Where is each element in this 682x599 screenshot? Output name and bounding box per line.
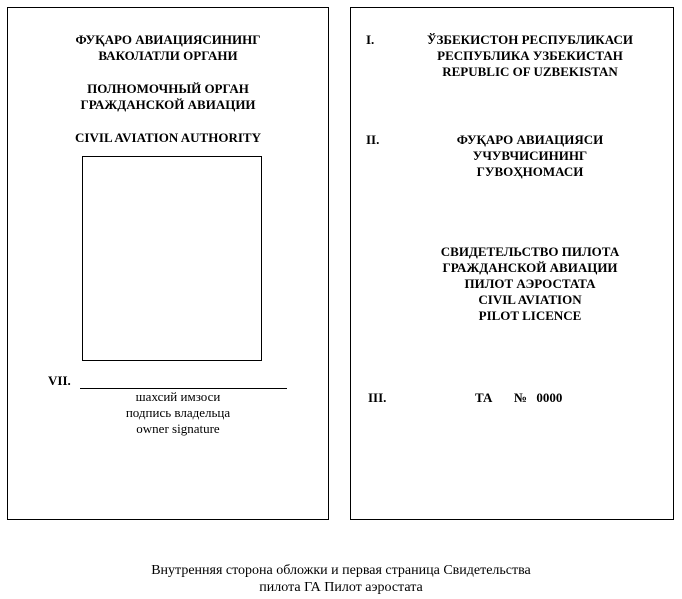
country-en: REPUBLIC OF UZBEKISTAN bbox=[442, 64, 618, 79]
certificate-title-en-line-1: CIVIL AVIATION bbox=[478, 292, 582, 307]
signature-caption-ru: подпись владельца bbox=[125, 405, 231, 420]
authority-ru-line-2: ГРАЖДАНСКОЙ АВИАЦИИ bbox=[80, 97, 256, 112]
section-number-vii: VII. bbox=[48, 373, 71, 388]
section-number-ii: II. bbox=[366, 132, 380, 147]
figure-caption bbox=[0, 562, 682, 596]
certificate-title-ru-en bbox=[395, 244, 665, 324]
figure-caption-line-1: Внутренняя сторона обложки и первая страница Свидетельства bbox=[151, 563, 531, 578]
section-number-iii: III. bbox=[368, 390, 387, 405]
certificate-title-uz-line-3: ГУВОҲНОМАСИ bbox=[476, 164, 584, 179]
authority-en: CIVIL AVIATION AUTHORITY bbox=[75, 130, 261, 145]
figure-caption-line-2: пилота ГА Пилот аэростата bbox=[259, 580, 423, 595]
licence-number: № 0000 bbox=[514, 390, 563, 405]
photo-box bbox=[82, 156, 262, 361]
authority-ru bbox=[8, 81, 328, 113]
certificate-title-en-line-2: PILOT LICENCE bbox=[478, 308, 582, 323]
authority-ru-line-1: ПОЛНОМОЧНЫЙ ОРГАН bbox=[87, 81, 249, 96]
signature-caption-uz: шахсий имзоси bbox=[135, 389, 221, 404]
country-uz: ЎЗБЕКИСТОН РЕСПУБЛИКАСИ bbox=[427, 32, 633, 47]
certificate-title-ru-line-1: СВИДЕТЕЛЬСТВО ПИЛОТА bbox=[440, 244, 620, 259]
signature-caption bbox=[8, 389, 328, 437]
certificate-title-uz-line-1: ФУҚАРО АВИАЦИЯСИ bbox=[456, 132, 604, 147]
licence-series: ТА bbox=[475, 390, 493, 405]
inner-cover-page bbox=[7, 7, 329, 520]
first-page bbox=[350, 7, 674, 520]
authority-uz bbox=[8, 32, 328, 64]
authority-uz-line-1: ФУҚАРО АВИАЦИЯСИНИНГ bbox=[75, 32, 261, 47]
authority-uz-line-2: ВАКОЛАТЛИ ОРГАНИ bbox=[98, 48, 238, 63]
certificate-title-uz bbox=[395, 132, 665, 180]
certificate-title-uz-line-2: УЧУВЧИСИНИНГ bbox=[472, 148, 588, 163]
certificate-title-ru-line-2: ГРАЖДАНСКОЙ АВИАЦИИ bbox=[442, 260, 618, 275]
certificate-title-ru-line-3: ПИЛОТ АЭРОСТАТА bbox=[464, 276, 596, 291]
country-name bbox=[395, 32, 665, 80]
signature-caption-en: owner signature bbox=[136, 421, 220, 436]
section-number-i: I. bbox=[366, 32, 375, 47]
country-ru: РЕСПУБЛИКА УЗБЕКИСТАН bbox=[437, 48, 623, 63]
